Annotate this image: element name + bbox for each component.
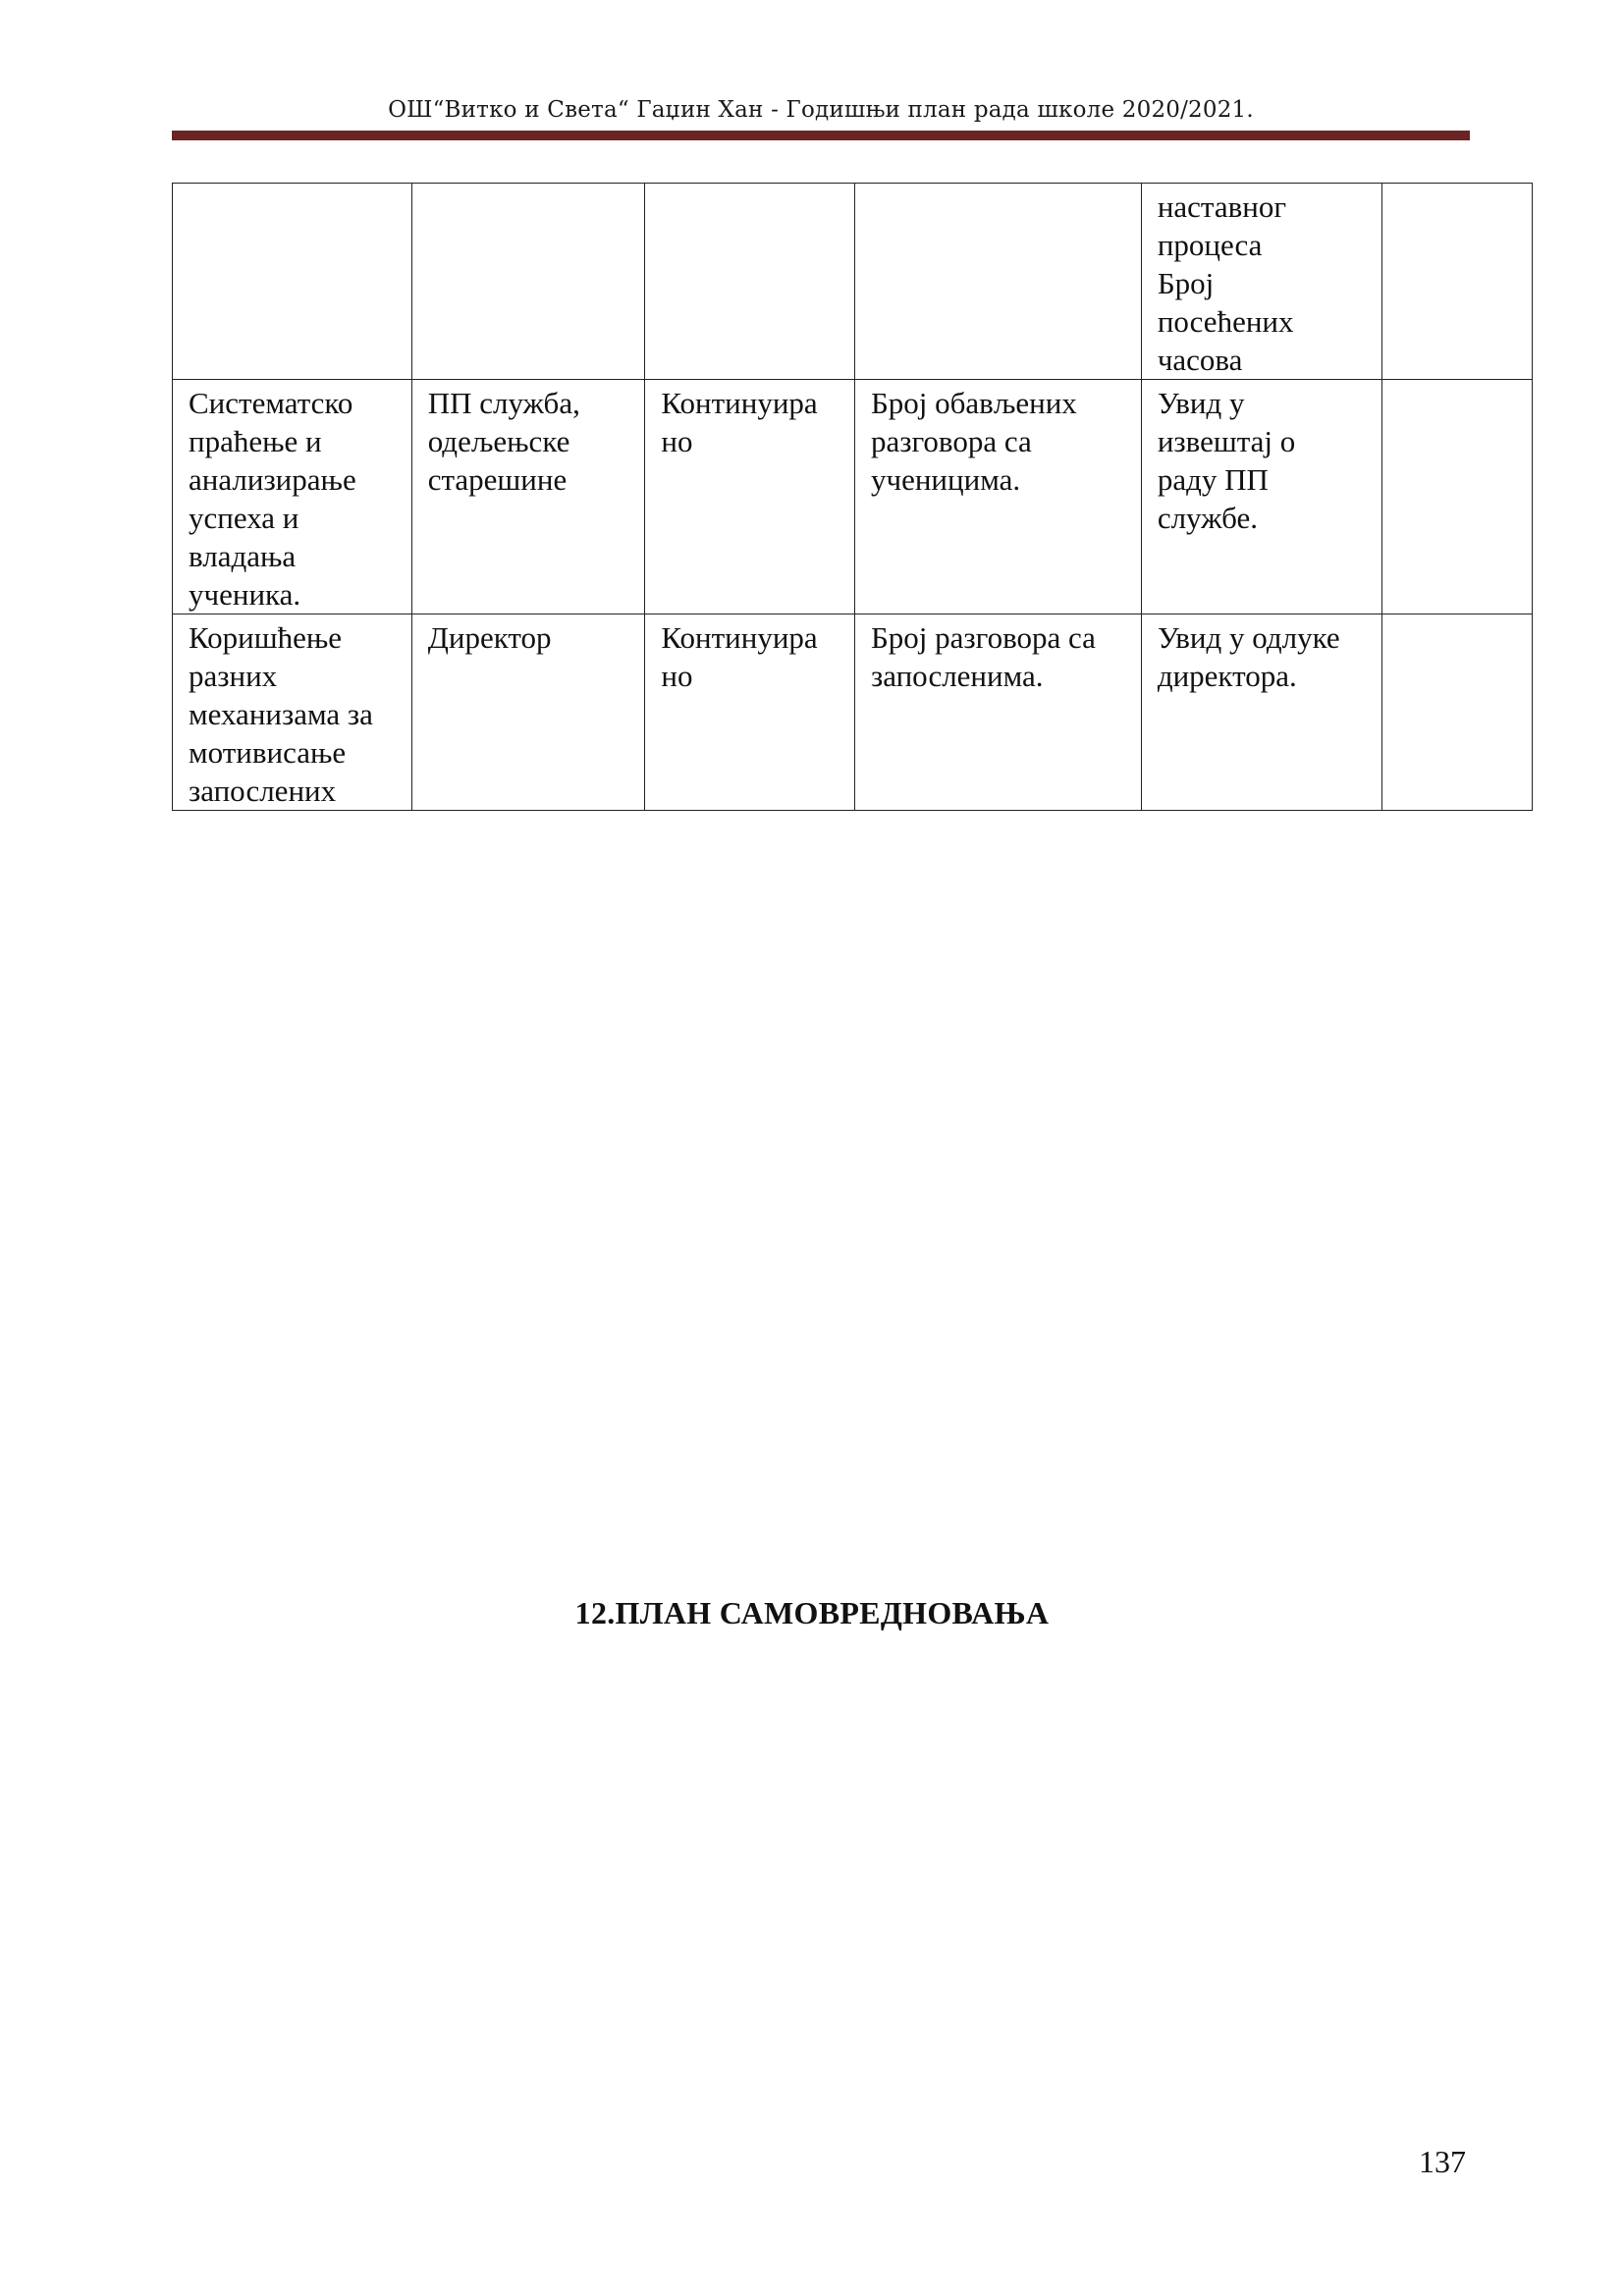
table-cell: [173, 614, 412, 811]
cell-line: успеха и: [189, 501, 299, 535]
cell-line: ученика.: [189, 577, 301, 612]
cell-line: ПП служба,: [427, 386, 580, 420]
cell-line: но: [661, 424, 693, 458]
cell-line: службе.: [1157, 501, 1259, 535]
cell-line: Директор: [427, 620, 552, 655]
cell-line: Број разговора са: [870, 620, 1096, 655]
table-row: [173, 614, 1533, 811]
table-cell: [854, 380, 1141, 614]
cell-line: Коришћење: [189, 620, 343, 655]
section-heading: 12.ПЛАН САМОВРЕДНОВАЊА: [574, 1595, 1050, 1630]
header-divider: [172, 131, 1470, 140]
activity-table: [172, 183, 1533, 811]
table-cell: [645, 614, 855, 811]
table-cell: [1141, 614, 1381, 811]
cell-line: ученицима.: [870, 462, 1021, 497]
cell-line: Континуира: [661, 620, 818, 655]
table-cell: [1141, 380, 1381, 614]
cell-line: Систематско: [189, 386, 353, 420]
cell-line: процеса: [1157, 228, 1263, 262]
cell-line: извештај о: [1157, 424, 1296, 458]
page-number: 137: [1419, 2144, 1466, 2179]
table-cell: [411, 614, 645, 811]
table-cell: [1141, 184, 1381, 380]
table-cell: [173, 184, 412, 380]
cell-line: разних: [189, 659, 278, 693]
cell-line: Континуира: [661, 386, 818, 420]
cell-line: анализирање: [189, 462, 356, 497]
table-cell: [645, 184, 855, 380]
table-cell: [645, 380, 855, 614]
cell-line: мотивисање: [189, 735, 347, 770]
table-cell: [854, 184, 1141, 380]
cell-line: посећених: [1157, 304, 1294, 339]
cell-line: Број обављених: [870, 386, 1077, 420]
cell-line: наставног: [1157, 189, 1287, 224]
table-cell: [1381, 184, 1532, 380]
running-header: ОШ“Витко и Света“ Гаџин Хан - Годишњи план рада школе 2020/2021.: [388, 97, 1254, 123]
table-cell: [173, 380, 412, 614]
cell-line: праћење и: [189, 424, 322, 458]
cell-line: механизама за: [189, 697, 373, 731]
table-cell: [411, 380, 645, 614]
cell-line: владања: [189, 539, 297, 573]
table-cell: [854, 614, 1141, 811]
table-cell: [1381, 380, 1532, 614]
cell-line: директора.: [1157, 659, 1297, 693]
cell-line: Број: [1157, 266, 1215, 300]
table-cell: [411, 184, 645, 380]
cell-line: запослених: [189, 774, 337, 808]
cell-line: одељењске: [427, 424, 570, 458]
table-row: [173, 380, 1533, 614]
cell-line: Увид у: [1157, 386, 1245, 420]
table-row: [173, 184, 1533, 380]
cell-line: но: [661, 659, 693, 693]
cell-line: запосленима.: [870, 659, 1044, 693]
cell-line: раду ПП: [1157, 462, 1269, 497]
table-cell: [1381, 614, 1532, 811]
cell-line: часова: [1157, 343, 1243, 377]
cell-line: Увид у одлуке: [1157, 620, 1340, 655]
cell-line: старешине: [427, 462, 568, 497]
cell-line: разговора са: [870, 424, 1032, 458]
